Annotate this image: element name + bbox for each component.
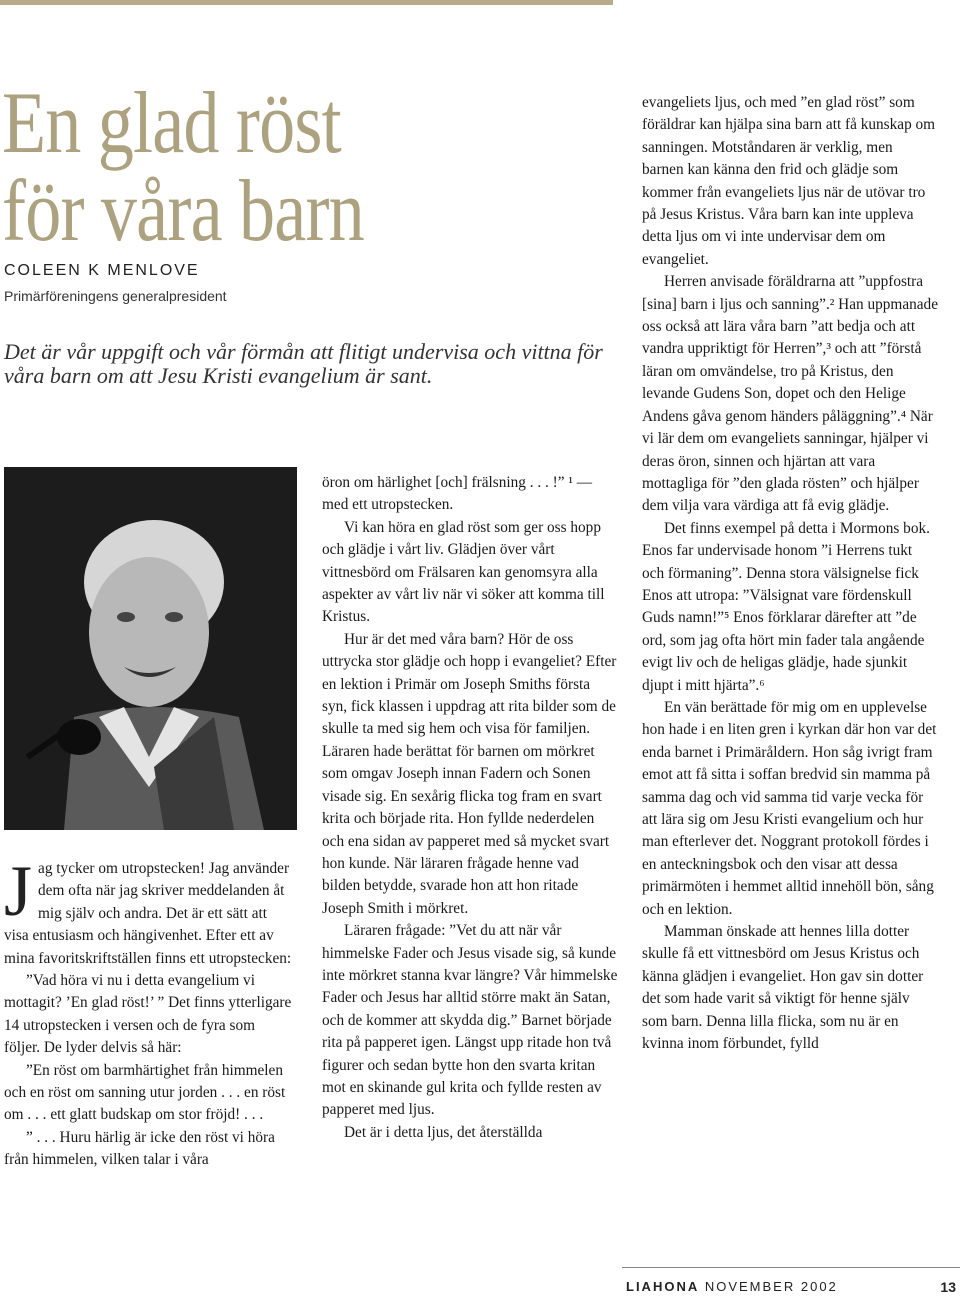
title-line-2: för våra barn [2,163,364,260]
paragraph: öron om härlighet [och] frälsning . . . !” ¹ — med ett utropstecken. [322,474,593,514]
column-2 [322,472,618,1144]
paragraph: ” . . . Huru härlig är icke den röst vi höra från himmelen, vilken talar i våra [4,1128,275,1169]
paragraph: Det finns exempel på detta i Mormons bok. Enos far undervisade honom ”i Herrens tukt och förmaning”. Denna stora välsignelse fick Enos att utropa: ”Välsignat vare fördenskull Guds namn!”⁵ Enos förklarar därefter att ”de ord, som jag ofta hört min fader tala angående evigt liv och de heligas glädje, hade sjunkit djupt i mitt hjärta”.⁶ [642,519,930,694]
author-name: COLEEN K MENLOVE [4,262,200,279]
paragraph: Det är i detta ljus, det återställda [344,1123,543,1141]
title-line-1: En glad röst [2,75,341,172]
paragraph [4,851,294,970]
magazine-name: LIAHONA [626,1279,700,1294]
lede: Det är vår uppgift och vår förmån att flitigt undervisa och vittna för våra barn om att Jesu Kristi evangelium är sant. [4,339,603,388]
paragraph: ”Vad höra vi nu i detta evangelium vi mottagit? ’En glad röst!’ ” Det finns ytterligare 14 utropstecken i versen och de fyra som följer. De lyder delvis så här: [4,972,292,1057]
paragraph: Mamman önskade att hennes lilla dotter skulle få ett vittnesbörd om Jesus Kristus och känna glädjen i evangeliet. Hon gav sin dotter det som hade varit så viktigt för henne själv som barn. Denna lilla flicka, som nu är en kvinna inom förbundet, fylld [642,923,924,1053]
paragraph: En vän berättade för mig om en upplevelse hon hade i en liten gren i kyrkan där hon var det enda barnet i Primäråldern. Hon såg ivrigt fram emot att få sitta i soffan bredvid sin mamma på samma dag och vid samma tid varje vecka för att lära sig om Jesu Kristi evangelium och hur man efterlever det. Noggrant protokoll fördes i en anteckningsbok och den visar att dessa primärmöten i hemmet alltid innehöll bön, sång och en lektion. [642,698,937,918]
paragraph: Herren anvisade föräldrarna att ”uppfostra [sina] barn i ljus och sanning”.² Han uppmanade oss också att lära våra barn ”att bedja och att vandra uppriktigt för Herren”,³ och att ”förstå läran om omvändelse, tro på Kristus, den levande Gudens Son, dopet och den Helige Andens gåva genom händers påläggning”.⁴ När vi lär dem om evangeliets sanningar, hjälper vi deras öron, sinnen och hjärtan att vara mottagliga för ”den glada rösten” och hjälper dem vilja vara värdiga att få evig glädje. [642,273,938,515]
author-photo [4,467,297,830]
paragraph: ”En röst om barmhärtighet från himmelen och en röst om sanning utur jorden . . . en röst om . . . ett glatt budskap om stor fröjd! . . . [4,1061,286,1124]
column-3 [642,92,938,1055]
footer-rule [622,1267,960,1268]
drop-cap: J [4,851,33,931]
issue-date: NOVEMBER 2002 [704,1279,838,1294]
column-1 [4,851,294,1172]
page-footer [626,1279,960,1294]
paragraph: Läraren frågade: ”Vet du att när vår himmelske Fader och Jesus visade sig, så kunde inte mörkret stanna kvar längre? Vår himmelske Fader och Jesus har alltid större makt än Satan, och de kommer att skydda dig.” Barnet började rita på papperet igen. Längst upp ritade hon två figurer och sedan bytte hon den svarta kritan mot en skinande gul krita och fyllde resten av papperet med ljus. [322,922,618,1119]
article-title [2,75,494,260]
paragraph: evangeliets ljus, och med ”en glad röst” som föräldrar kan hjälpa sina barn att få kunskap om sanningen. Motståndaren är verklig, men barnen kan känna den frid och glädje som kommer från evangeliets ljus när de utövar tro på Jesus Kristus. Våra barn kan inte uppleva detta ljus om vi inte undervisar dem om evangeliet. [642,94,936,268]
paragraph-text: ag tycker om utropstecken! Jag använder dem ofta när jag skriver meddelanden åt mig själv och andra. Det är ett sätt att visa entusiasm och hängivenhet. Efter ett av mina favoritskriftställen finns ett utropstecken: [4,860,292,967]
portrait-image [4,467,297,830]
paragraph: Vi kan höra en glad röst som ger oss hopp och glädje i vårt liv. Glädjen över vårt vittnesbörd om Frälsaren kan genomsyra alla aspekter av vårt liv när vi söker att komma till Kristus. [322,518,605,626]
paragraph: Hur är det med våra barn? Hör de oss uttrycka stor glädje och hopp i evangeliet? Efter en lektion i Primär om Joseph Smiths första syn, fick klassen i uppdrag att rita bilder som de skulle ta med sig hem och visa för familjen. Läraren hade berättat för barnen om mörkret som omgav Joseph innan Fadern och Sonen visade sig. En sexårig flicka tog fram en svart krita och började rita. Hon fyllde nederdelen och ena sidan av papperet med så mycket svart hon kunde. När läraren frågade henne vad bilden betydde, svarade hon att hon ritade Joseph Smith i mörkret. [322,630,617,917]
top-rule [0,0,613,5]
page-number: 13 [940,1279,956,1295]
author-role: Primärföreningens generalpresident [4,288,227,304]
